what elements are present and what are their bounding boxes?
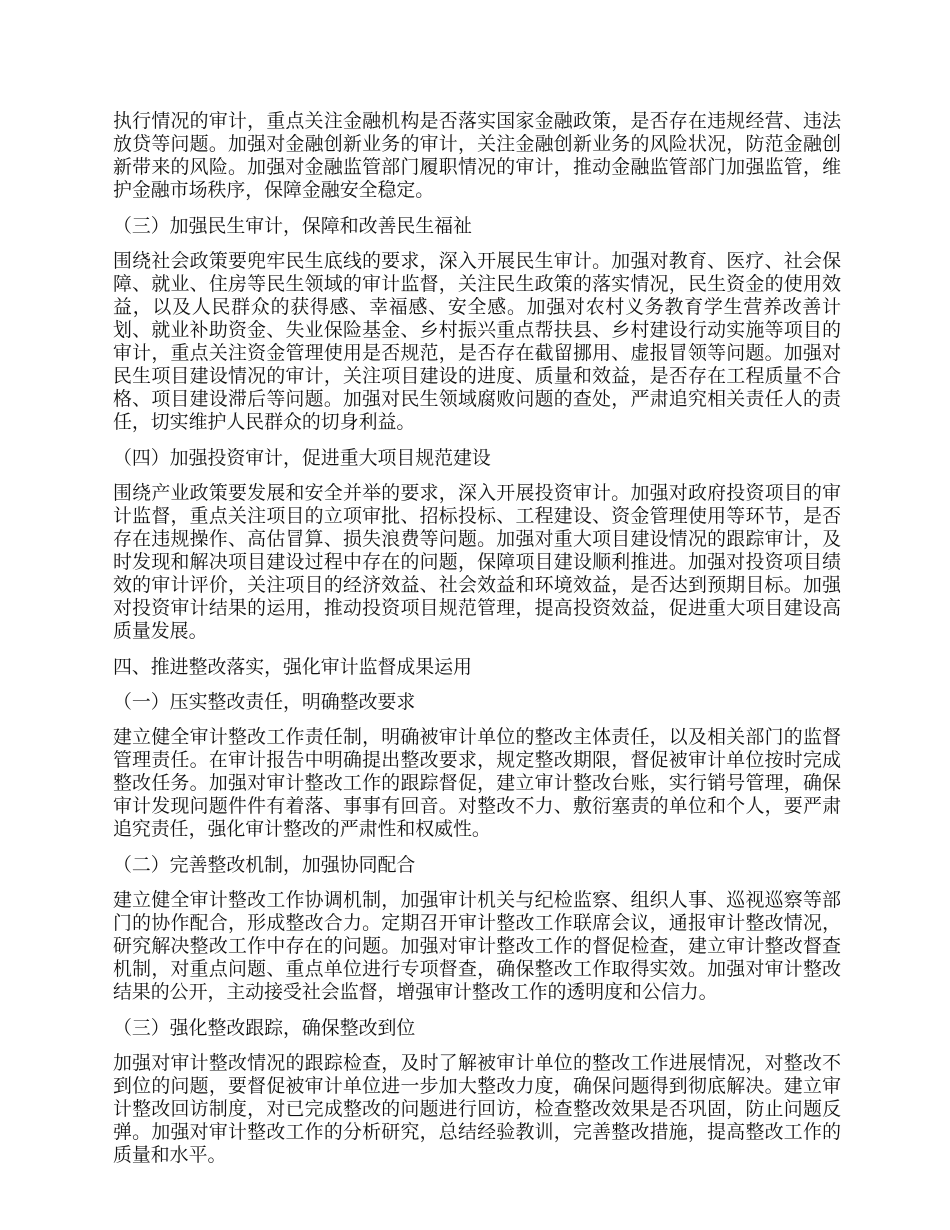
paragraph-body: 加强对审计整改情况的跟踪检查，及时了解被审计单位的整改工作进展情况，对整改不到位的问题，要督促被审计单位进一步加大整改力度，确保问题得到彻底解决。建立审计整改回访制度，对已完成整改的问题进行回访，检查整改效果是否巩固，防止问题反弹。加强对审计整改工作的分析研究，总结经验教训，完善整改措施，提高整改工作的质量和水平。 [113,1052,841,1166]
paragraph-body: 围绕社会政策要兜牢民生底线的要求，深入开展民生审计。加强对教育、医疗、社会保障、就业、住房等民生领域的审计监督，关注民生政策的落实情况，民生资金的使用效益，以及人民群众的获得感、幸福感、安全感。加强对农村义务教育学生营养改善计划、就业补助资金、失业保险基金、乡村振兴重点帮扶县、乡村建设行动实施等项目的审计，重点关注资金管理使用是否规范，是否存在截留挪用、虚报冒领等问题。加强对民生项目建设情况的审计，关注项目建设的进度、质量和效益，是否存在工程质量不合格、项目建设滞后等问题。加强对民生领域腐败问题的查处，严肃追究相关责任人的责任，切实维护人民群众的切身利益。 [113,250,841,433]
section-heading: （三）加强民生审计，保障和改善民生福祉 [113,215,472,237]
document-page [113,110,841,1180]
section-heading: （二）完善整改机制，加强协同配合 [113,854,416,876]
section-heading: （一）压实整改责任，明确整改要求 [113,691,416,713]
section-heading: （四）加强投资审计，促进重大项目规范建设 [113,447,491,469]
paragraph-body: 建立健全审计整改工作协调机制，加强审计机关与纪检监察、组织人事、巡视巡察等部门的协作配合，形成整改合力。定期召开审计整改工作联席会议，通报审计整改情况，研究解决整改工作中存在的问题。加强对审计整改工作的督促检查，建立审计整改督查机制，对重点问题、重点单位进行专项督查，确保整改工作取得实效。加强对审计整改结果的公开，主动接受社会监督，增强审计整改工作的透明度和公信力。 [113,889,841,1003]
paragraph-body: 执行情况的审计，重点关注金融机构是否落实国家金融政策，是否存在违规经营、违法放贷等问题。加强对金融创新业务的审计，关注金融创新业务的风险状况，防范金融创新带来的风险。加强对金融监管部门履职情况的审计，推动金融监管部门加强监管，维护金融市场秩序，保障金融安全稳定。 [113,110,841,201]
chapter-heading: 四、推进整改落实，强化审计监督成果运用 [113,656,472,678]
section-heading: （三）强化整改跟踪，确保整改到位 [113,1017,416,1039]
paragraph-body: 围绕产业政策要发展和安全并举的要求，深入开展投资审计。加强对政府投资项目的审计监督，重点关注项目的立项审批、招标投标、工程建设、资金管理使用等环节，是否存在违规操作、高估冒算、损失浪费等问题。加强对重大项目建设情况的跟踪审计，及时发现和解决项目建设过程中存在的问题，保障项目建设顺利推进。加强对投资项目绩效的审计评价，关注项目的经济效益、社会效益和环境效益，是否达到预期目标。加强对投资审计结果的运用，推动投资项目规范管理，提高投资效益，促进重大项目建设高质量发展。 [113,482,841,642]
paragraph-body: 建立健全审计整改工作责任制，明确被审计单位的整改主体责任，以及相关部门的监督管理责任。在审计报告中明确提出整改要求，规定整改期限，督促被审计单位按时完成整改任务。加强对审计整改工作的跟踪督促，建立审计整改台账，实行销号管理，确保审计发现问题件件有着落、事事有回音。对整改不力、敷衍塞责的单位和个人，要严肃追究责任，强化审计整改的严肃性和权威性。 [113,726,841,840]
